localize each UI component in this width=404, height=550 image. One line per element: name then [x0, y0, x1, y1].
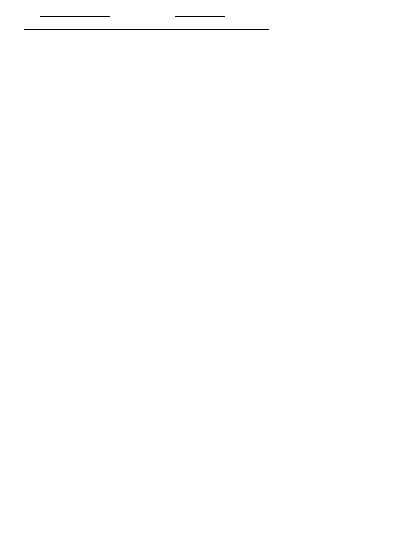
- kpni-overline: [175, 16, 225, 17]
- ref-underline: [24, 29, 269, 30]
- bar-chart: [0, 368, 404, 548]
- saci-overline: [40, 16, 110, 17]
